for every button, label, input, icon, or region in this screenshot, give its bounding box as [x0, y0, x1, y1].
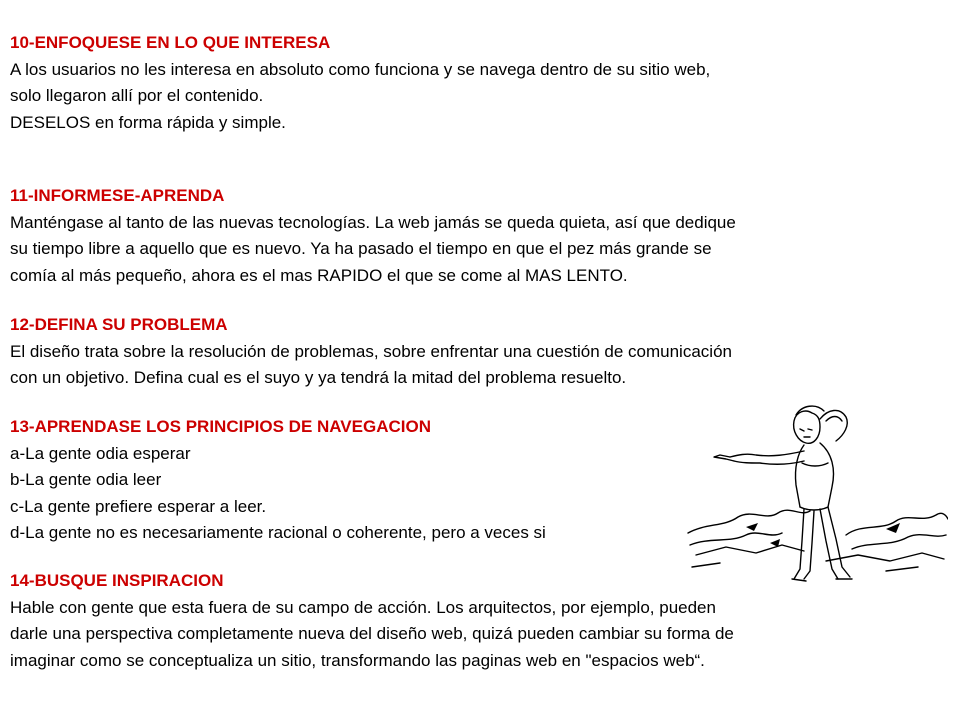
section-heading: 12-DEFINA SU PROBLEMA [10, 315, 228, 334]
body-line: Manténgase al tanto de las nuevas tecnologías. La web jamás se queda quieta, así que dedique [10, 212, 736, 232]
list-item: b-La gente odia leer [10, 470, 162, 489]
body-line: A los usuarios no les interesa en absoluto como funciona y se navega dentro de su sitio web, [10, 59, 711, 79]
body-line: su tiempo libre a aquello que es nuevo. Ya ha pasado el tiempo en que el pez más grande se [10, 239, 712, 258]
body-line: comía al más pequeño, ahora es el mas RAPIDO el que se come al MAS LENTO. [10, 265, 628, 285]
body-line: Hable con gente que esta fuera de su campo de acción. Los arquitectos, por ejemplo, pueden [10, 597, 716, 617]
list-item: a-La gente odia esperar [10, 443, 191, 463]
section-heading: 10-ENFOQUESE EN LO QUE INTERESA [10, 33, 331, 52]
section-12 [10, 312, 940, 392]
body-line: con un objetivo. Defina cual es el suyo y ya tendrá la mitad del problema resuelto. [10, 368, 627, 387]
list-item: c-La gente prefiere esperar a leer. [10, 496, 267, 516]
pointing-figure-illustration [686, 395, 948, 595]
body-line: DESELOS en forma rápida y simple. [10, 112, 286, 132]
list-item: d-La gente no es necesariamente racional o coherente, pero a veces si [10, 523, 546, 542]
section-heading: 11-INFORMESE-APRENDA [10, 186, 225, 205]
section-10 [10, 30, 940, 136]
body-line: darle una perspectiva completamente nueva del diseño web, quizá pueden cambiar su forma de [10, 624, 734, 643]
body-line: imaginar como se conceptualiza un sitio, transformando las paginas web en "espacios web“. [10, 650, 705, 670]
section-heading: 13-APRENDASE LOS PRINCIPIOS DE NAVEGACION [10, 417, 431, 436]
body-line: solo llegaron allí por el contenido. [10, 86, 264, 105]
body-line: El diseño trata sobre la resolución de problemas, sobre enfrentar una cuestión de comunicación [10, 341, 732, 361]
section-11 [10, 183, 940, 289]
section-heading: 14-BUSQUE INSPIRACION [10, 571, 224, 590]
